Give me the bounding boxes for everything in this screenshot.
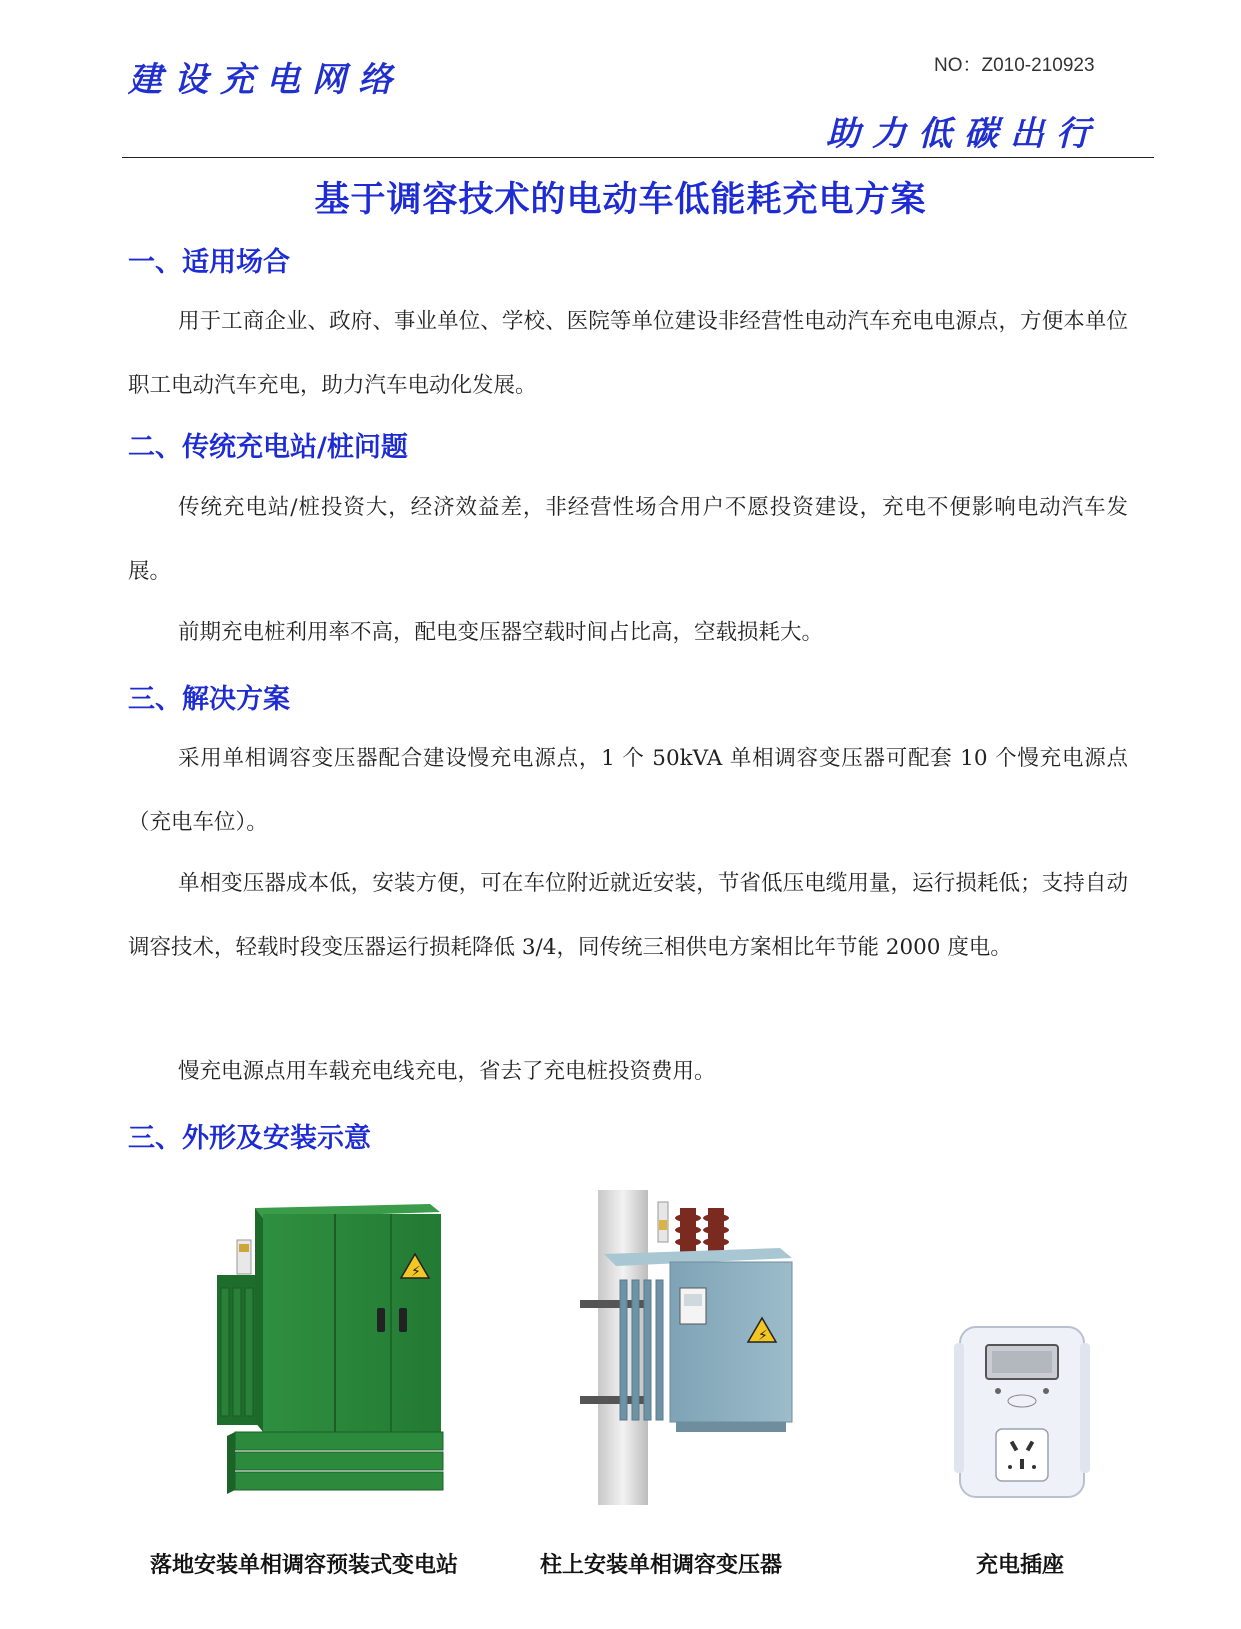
section-heading-appearance: 三、外形及安装示意	[128, 1123, 371, 1154]
cabinet-substation-image	[215, 1200, 455, 1500]
section-heading-problems: 二、传统充电站/桩问题	[128, 432, 408, 463]
paragraph-solution-3: 慢充电源点用车载充电线充电，省去了充电桩投资费用。	[178, 1059, 716, 1084]
header-slogan-right: 助力低碳出行	[826, 114, 1102, 154]
header-divider	[122, 157, 1154, 158]
paragraph-problems-1: 传统充电站/桩投资大，经济效益差，非经营性场合用户不愿投资建设，充电不便影响电动汽车发展。	[128, 495, 1128, 584]
charging-socket-image	[952, 1325, 1092, 1500]
pole-transformer-image	[580, 1190, 810, 1505]
paragraph-applicable: 用于工商企业、政府、事业单位、学校、医院等单位建设非经营性电动汽车充电电源点，方便本单位职工电动汽车充电，助力汽车电动化发展。	[128, 309, 1128, 398]
paragraph-problems-2: 前期充电桩利用率不高，配电变压器空载时间占比高，空载损耗大。	[178, 620, 824, 645]
paragraph-solution-2: 单相变压器成本低，安装方便，可在车位附近就近安装，节省低压电缆用量，运行损耗低；支持自动调容技术，轻载时段变压器运行损耗降低 3/4，同传统三相供电方案相比年节能 2000 度电。	[128, 871, 1128, 960]
caption-charging-socket: 充电插座	[976, 1553, 1065, 1578]
svg-text:⚡: ⚡	[411, 1264, 421, 1280]
paragraph-solution-1: 采用单相调容变压器配合建设慢充电源点，1 个 50kVA 单相调容变压器可配套 10 个慢充电源点（充电车位）。	[128, 746, 1128, 835]
page-title: 基于调容技术的电动车低能耗充电方案	[314, 180, 927, 220]
section-heading-solution: 三、解决方案	[128, 684, 290, 715]
document-number: NO：Z010-210923	[934, 55, 1095, 76]
caption-cabinet-substation: 落地安装单相调容预装式变电站	[150, 1553, 459, 1578]
caption-pole-transformer: 柱上安装单相调容变压器	[540, 1553, 783, 1578]
section-heading-applicable: 一、适用场合	[128, 247, 290, 278]
svg-text:⚡: ⚡	[758, 1328, 768, 1344]
header-slogan-left: 建设充电网络	[128, 60, 404, 100]
